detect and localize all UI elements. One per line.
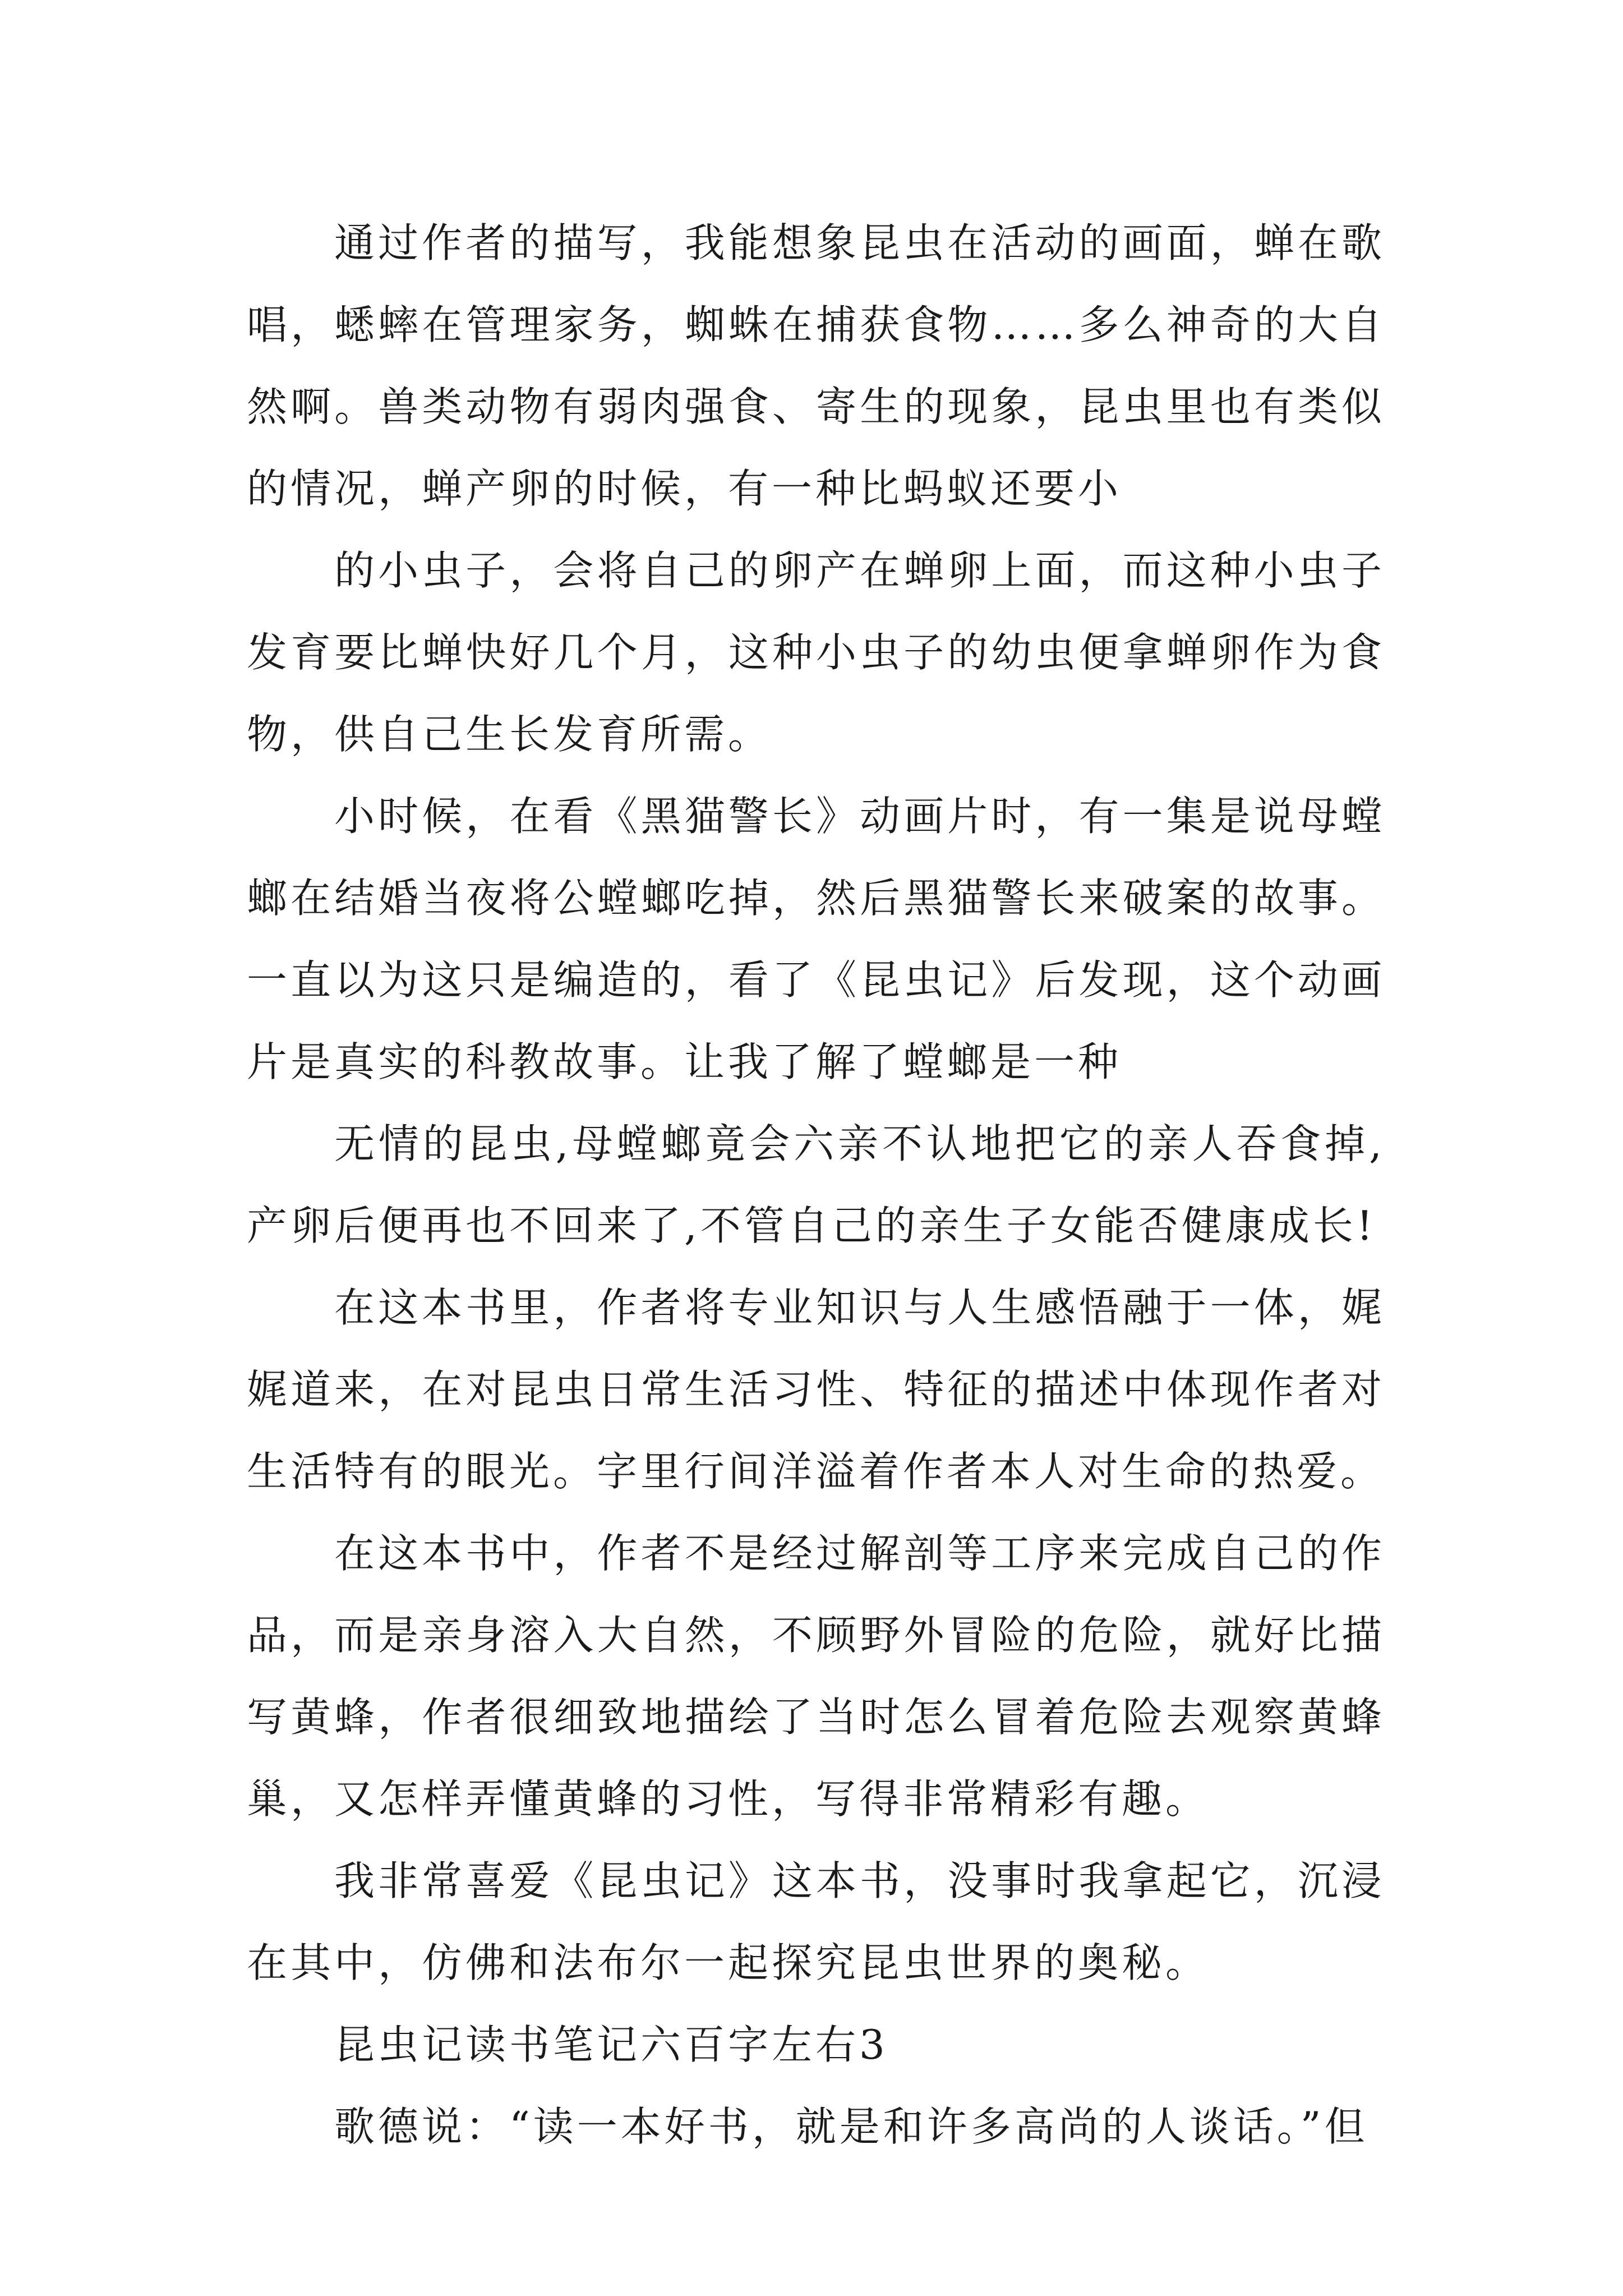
document-body bbox=[247, 202, 1385, 2168]
paragraph: 的小虫子，会将自己的卵产在蝉卵上面，而这种小虫子发育要比蝉快好几个月，这种小虫子的幼虫便拿蝉卵作为食物，供自己生长发育所需。 bbox=[247, 547, 1385, 758]
paragraph: 小时候，在看《黑猫警长》动画片时，有一集是说母螳螂在结婚当夜将公螳螂吃掉，然后黑猫警长来破案的故事。一直以为这只是编造的，看了《昆虫记》后发现，这个动画片是真实的科教故事。让我了解了螳螂是一种 bbox=[247, 793, 1385, 1085]
paragraph: 通过作者的描写，我能想象昆虫在活动的画面，蝉在歌唱，蟋蟀在管理家务，蜘蛛在捕获食物……多么神奇的大自然啊。兽类动物有弱肉强食、寄生的现象，昆虫里也有类似的情况，蝉产卵的时候，有一种比蚂蚁还要小 bbox=[247, 219, 1385, 512]
section-heading: 昆虫记读书笔记六百字左右3 bbox=[334, 2021, 888, 2068]
paragraph: 在这本书里，作者将专业知识与人生感悟融于一体，娓娓道来，在对昆虫日常生活习性、特征的描述中体现作者对生活特有的眼光。字里行间洋溢着作者本人对生命的热爱。 bbox=[247, 1284, 1385, 1495]
paragraph: 歌德说：“读一本好书，就是和许多高尚的人谈话。”但 bbox=[334, 2103, 1368, 2150]
paragraph: 我非常喜爱《昆虫记》这本书，没事时我拿起它，沉浸在其中，仿佛和法布尔一起探究昆虫世界的奥秘。 bbox=[247, 1857, 1385, 1986]
paragraph: 无情的昆虫,母螳螂竟会六亲不认地把它的亲人吞食掉,产卵后便再也不回来了,不管自己的亲生子女能否健康成长! bbox=[247, 1120, 1385, 1249]
paragraph: 在这本书中，作者不是经过解剖等工序来完成自己的作品，而是亲身溶入大自然，不顾野外冒险的危险，就好比描写黄蜂，作者很细致地描绘了当时怎么冒着危险去观察黄蜂巢，又怎样弄懂黄蜂的习性，写得非常精彩有趣。 bbox=[247, 1530, 1385, 1823]
